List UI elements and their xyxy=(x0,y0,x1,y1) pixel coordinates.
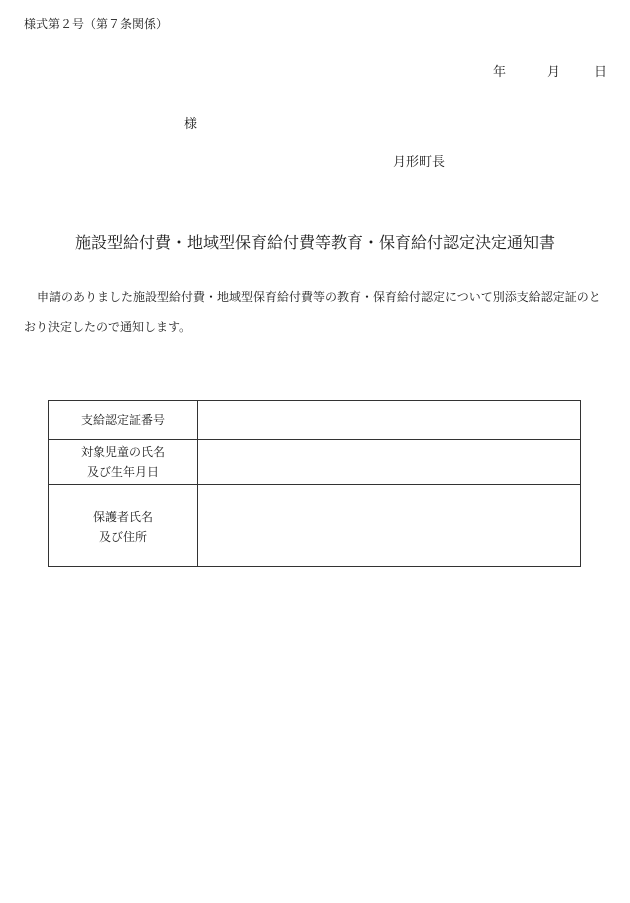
certificate-number-label-text: 支給認定証番号 xyxy=(80,413,165,427)
date-year-label: 年 xyxy=(493,65,507,80)
form-number: 様式第２号（第７条関係） xyxy=(24,17,169,31)
child-name-birthdate-value xyxy=(198,440,581,485)
body-text-line-1: 申請のありました施設型給付費・地域型保育給付費等の教育・保育給付認定について別添支給認定証のと xyxy=(37,290,601,304)
table-row xyxy=(49,440,581,485)
issuer-name: 月形町長 xyxy=(393,155,446,170)
table-row xyxy=(49,485,581,567)
guardian-name-address-label xyxy=(49,485,198,567)
addressee-suffix: 様 xyxy=(184,117,198,132)
guardian-label-line-2: 及び住所 xyxy=(98,530,147,544)
date-month-label: 月 xyxy=(547,65,561,80)
table-row xyxy=(49,401,581,440)
child-name-label-line-2: 及び生年月日 xyxy=(86,465,159,479)
certificate-number-value xyxy=(198,401,581,440)
body-text-line-2: おり決定したので通知します。 xyxy=(24,320,192,334)
certificate-number-label xyxy=(49,401,198,440)
certificate-info-table xyxy=(48,400,581,567)
child-name-label-line-1: 対象児童の氏名 xyxy=(80,445,165,459)
date-day-label: 日 xyxy=(594,65,608,80)
child-name-birthdate-label xyxy=(49,440,198,485)
guardian-label-line-1: 保護者氏名 xyxy=(92,510,153,524)
guardian-name-address-value xyxy=(198,485,581,567)
document-title: 施設型給付費・地域型保育給付費等教育・保育給付認定決定通知書 xyxy=(74,233,555,252)
